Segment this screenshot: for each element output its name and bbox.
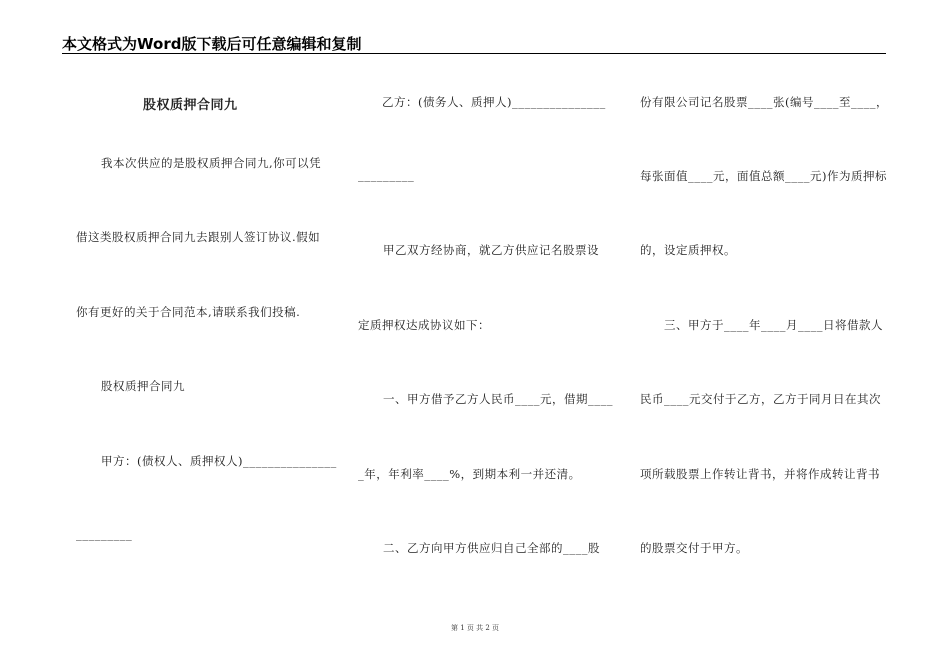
clause-3-line: 民币____元交付于乙方，乙方于同月日在其次 bbox=[640, 392, 881, 406]
clause-3-line: 项所载股票上作转让背书，并将作成转让背书 bbox=[640, 467, 880, 481]
paragraph-line: 借这类股权质押合同九去跟别人签订协议.假如 bbox=[76, 230, 321, 244]
clause-2-line: 份有限公司记名股票____张(编号____至____， bbox=[640, 95, 888, 109]
paragraph-line: 定质押权达成协议如下： bbox=[358, 318, 490, 332]
clause-2-line: 二、乙方向甲方供应归自己全部的____股 bbox=[383, 541, 600, 555]
paragraph-line: 我本次供应的是股权质押合同九,你可以凭 bbox=[101, 156, 322, 170]
section-title: 股权质押合同九 bbox=[101, 379, 185, 393]
paragraph-line: 你有更好的关于合同范本,请联系我们投稿. bbox=[76, 305, 301, 319]
clause-1-line: _年，年利率____%，到期本利一并还清。 bbox=[358, 467, 581, 481]
blank-line: _________ bbox=[76, 527, 133, 541]
clause-3-line: 的股票交付于甲方。 bbox=[640, 541, 748, 555]
party-b-line: 乙方：(债务人、质押人)_______________ bbox=[382, 95, 606, 109]
clause-2-line: 的，设定质押权。 bbox=[640, 243, 736, 257]
clause-3-line: 三、甲方于____年____月____日将借款人 bbox=[664, 318, 883, 332]
clause-1-line: 一、甲方借予乙方人民币____元，借期____ bbox=[383, 392, 613, 406]
paragraph-line: 甲乙双方经协商，就乙方供应记名股票设 bbox=[383, 243, 599, 257]
blank-line: _________ bbox=[358, 168, 415, 182]
header-divider bbox=[62, 53, 886, 54]
page-number: 第 1 页 共 2 页 bbox=[450, 624, 500, 632]
document-header: 本文格式为Word版下载后可任意编辑和复制 bbox=[62, 35, 362, 53]
clause-2-line: 每张面值____元，面值总额____元)作为质押标 bbox=[640, 169, 887, 183]
document-title: 股权质押合同九 bbox=[143, 98, 238, 113]
party-a-line: 甲方：(债权人、质押权人)_______________ bbox=[101, 454, 337, 468]
